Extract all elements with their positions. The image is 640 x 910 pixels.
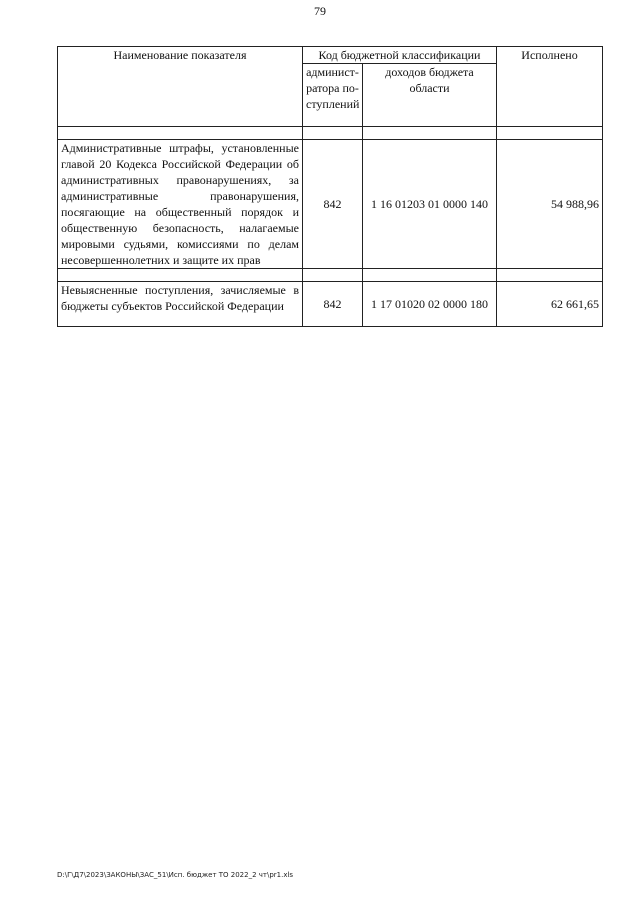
column-header-code-group: Код бюджетной классификации (303, 47, 497, 64)
row-revenue-code: 1 17 01020 02 0000 180 (363, 282, 497, 327)
spacer-row (58, 269, 603, 282)
spacer-row (58, 127, 603, 140)
table-row (58, 282, 603, 327)
column-header-revenue-code: доходов бюджета области (363, 64, 497, 127)
row-name: Невыясненные поступления, зачисляемые в бюджеты субъектов Российской Федерации (58, 282, 303, 327)
column-header-administrator: админист-ратора по-ступлений (303, 64, 363, 127)
footer-file-path: D:\Г\Д7\2023\ЗАКОНЫ\ЗАС_51\Исп. бюджет ТО 2022_2 чт\pr1.xls (57, 871, 294, 879)
column-header-executed: Исполнено (497, 47, 603, 127)
row-executed-amount: 54 988,96 (497, 140, 603, 269)
budget-execution-table (57, 46, 603, 327)
row-administrator-code: 842 (303, 140, 363, 269)
row-revenue-code: 1 16 01203 01 0000 140 (363, 140, 497, 269)
header-row-main (58, 47, 603, 64)
row-name: Административные штрафы, установленные главой 20 Кодекса Российской Федерации об административных правонарушениях, за административные правонарушения, посягающие на общественный порядок и общественную безопасность, налагаемые мировыми судьями, комиссиями по делам несовершеннолетних и защите их прав (58, 140, 303, 269)
row-executed-amount: 62 661,65 (497, 282, 603, 327)
column-header-name: Наименование показателя (58, 47, 303, 127)
row-administrator-code: 842 (303, 282, 363, 327)
table-row (58, 140, 603, 269)
page-number: 79 (314, 4, 326, 18)
